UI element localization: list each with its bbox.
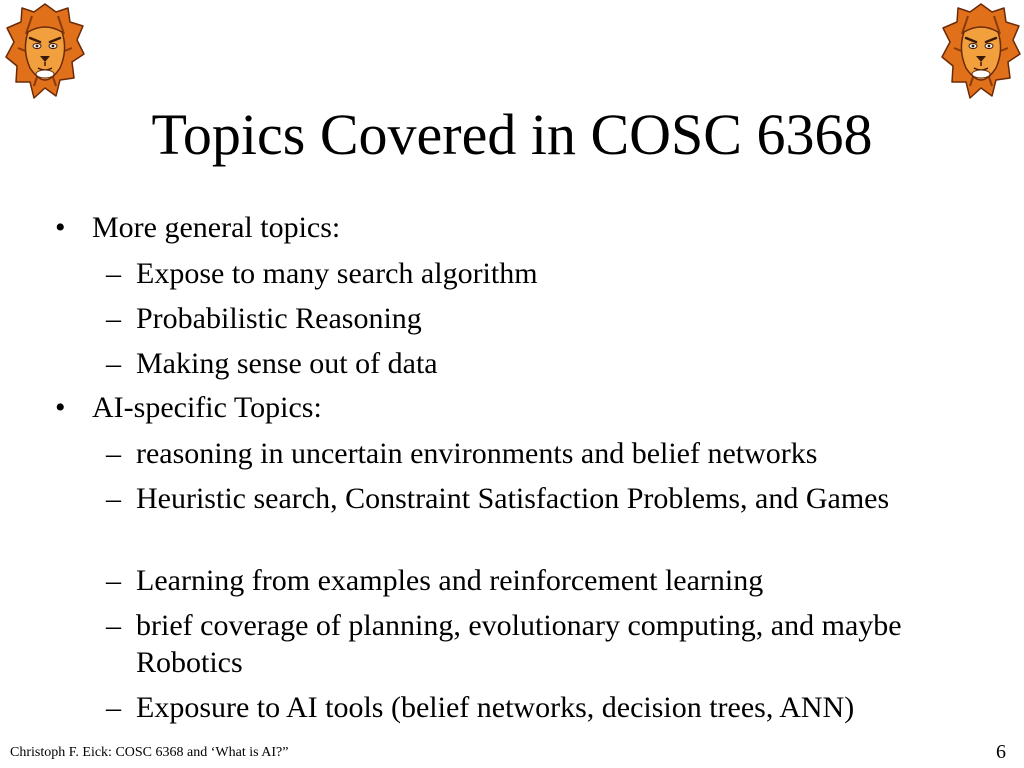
dash-mark: – <box>106 257 121 290</box>
dash-mark: – <box>106 691 121 724</box>
page-number: 6 <box>996 741 1006 763</box>
dash-mark: – <box>106 302 121 335</box>
section-label: More general topics: <box>92 211 341 244</box>
list-item <box>106 607 956 681</box>
dash-mark: – <box>106 437 121 470</box>
topic-text: Learning from examples and reinforcement learning <box>136 564 764 597</box>
topic-text: brief coverage of planning, evolutionary computing, and maybe Robotics <box>136 609 902 679</box>
topic-text: Making sense out of data <box>136 347 438 380</box>
list-item <box>106 255 956 292</box>
dash-mark: – <box>106 609 121 642</box>
dash-mark: – <box>106 347 121 380</box>
list-item <box>106 345 956 382</box>
topic-text: Exposure to AI tools (belief networks, decision trees, ANN) <box>136 691 855 724</box>
section-label: AI-specific Topics: <box>92 391 322 424</box>
slide-title: Topics Covered in COSC 6368 <box>151 102 873 167</box>
topic-text: Expose to many search algorithm <box>136 257 538 290</box>
dash-mark: – <box>106 482 121 515</box>
list-item <box>55 210 341 246</box>
topic-text: Heuristic search, Constraint Satisfaction Problems, and Games <box>136 482 890 515</box>
list-item <box>106 480 956 517</box>
topic-text: Probabilistic Reasoning <box>136 302 422 335</box>
footer-text: Christoph F. Eick: COSC 6368 and ‘What is AI?” <box>10 745 289 760</box>
list-item <box>106 689 956 726</box>
dash-mark: – <box>106 564 121 597</box>
list-item <box>106 435 956 472</box>
list-item <box>55 390 322 426</box>
list-item <box>106 300 956 337</box>
bullet-mark: • <box>55 211 66 244</box>
list-item <box>106 562 956 599</box>
bullet-mark: • <box>55 391 66 424</box>
topic-text: reasoning in uncertain environments and belief networks <box>136 437 818 470</box>
